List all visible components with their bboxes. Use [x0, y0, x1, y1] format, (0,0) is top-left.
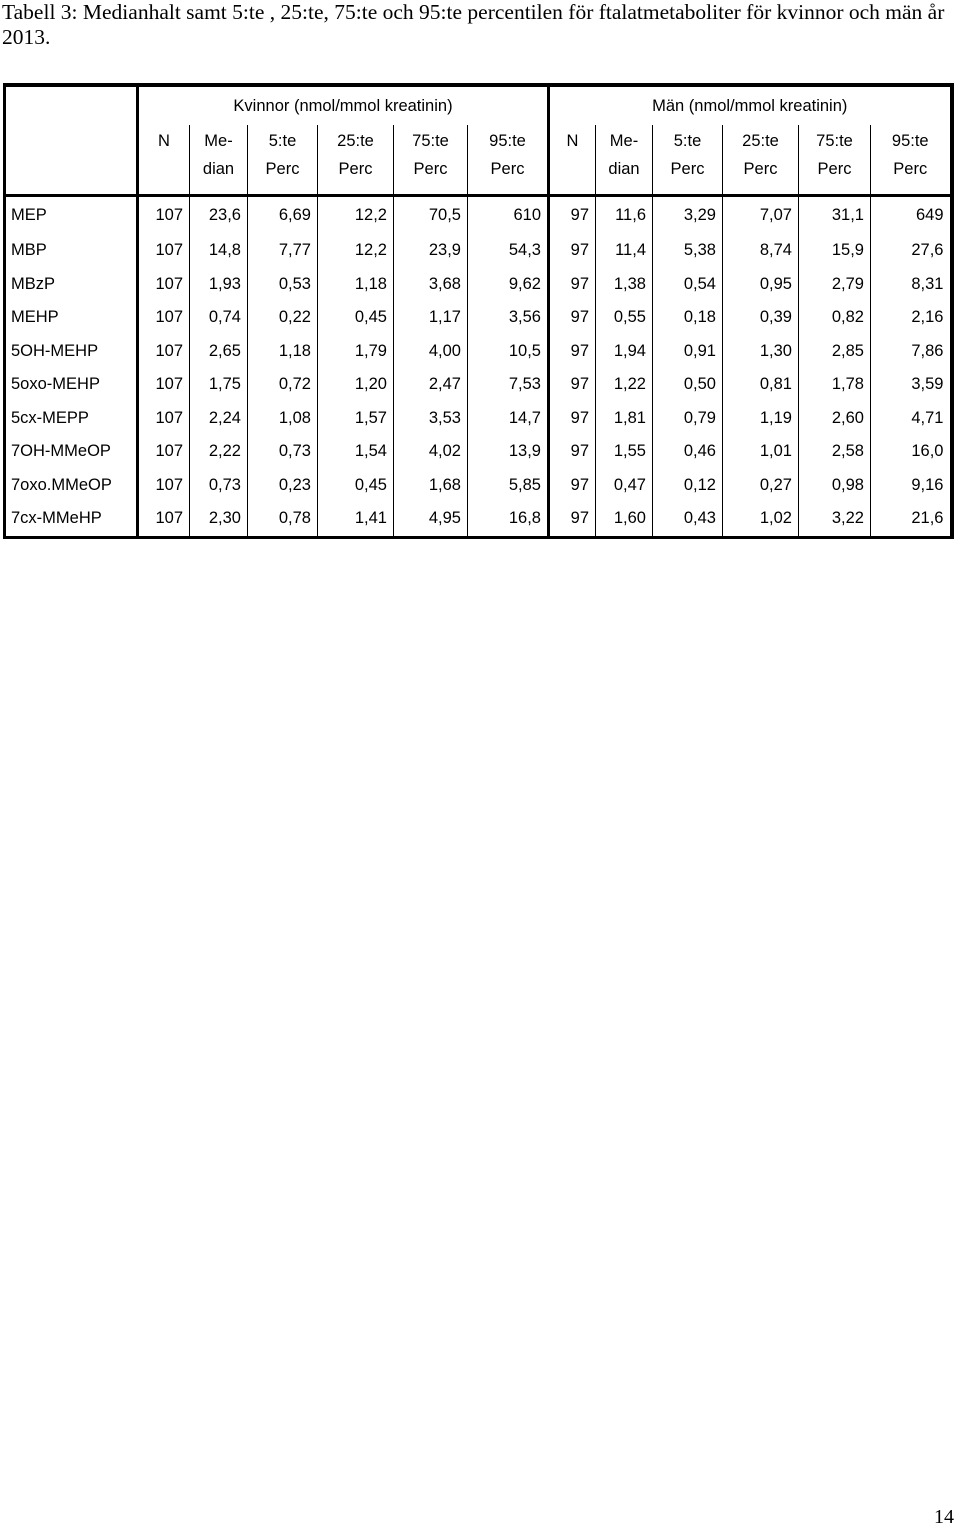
table-cell: 0,98 [799, 469, 871, 503]
table-cell: 1,17 [394, 301, 468, 335]
table-row [5, 335, 952, 369]
table-row [5, 301, 952, 335]
table-cell: 0,74 [190, 301, 248, 335]
column-header-bottom: Perc [799, 157, 871, 196]
row-label: 5oxo-MEHP [5, 368, 138, 402]
table-cell: 5,38 [653, 234, 723, 268]
table-cell: 2,79 [799, 268, 871, 302]
table-cell: 97 [549, 502, 596, 537]
column-header-bottom: dian [596, 157, 653, 196]
table-cell: 54,3 [468, 234, 549, 268]
page-number: 14 [934, 1506, 954, 1528]
table-cell: 107 [138, 301, 190, 335]
table-cell: 1,08 [248, 402, 318, 436]
table-cell: 97 [549, 368, 596, 402]
column-header-bottom [138, 157, 190, 196]
table-cell: 1,18 [318, 268, 394, 302]
row-label: 5cx-MEPP [5, 402, 138, 436]
table-cell: 11,4 [596, 234, 653, 268]
table-cell: 15,9 [799, 234, 871, 268]
table-cell: 1,19 [723, 402, 799, 436]
table-cell: 107 [138, 335, 190, 369]
table-cell: 2,60 [799, 402, 871, 436]
table-cell: 21,6 [871, 502, 952, 537]
table-cell: 4,95 [394, 502, 468, 537]
row-label: MBzP [5, 268, 138, 302]
table-cell: 7,86 [871, 335, 952, 369]
table-cell: 107 [138, 368, 190, 402]
group-header-women: Kvinnor (nmol/mmol kreatinin) [138, 85, 549, 125]
column-header-bottom: Perc [248, 157, 318, 196]
table-cell: 1,22 [596, 368, 653, 402]
table-cell: 97 [549, 335, 596, 369]
table-cell: 10,5 [468, 335, 549, 369]
table-cell: 9,16 [871, 469, 952, 503]
table-cell: 14,8 [190, 234, 248, 268]
table-cell: 3,56 [468, 301, 549, 335]
table-cell: 0,53 [248, 268, 318, 302]
table-cell: 97 [549, 196, 596, 235]
table-cell: 1,57 [318, 402, 394, 436]
table-cell: 2,24 [190, 402, 248, 436]
table-cell: 23,6 [190, 196, 248, 235]
table-cell: 0,50 [653, 368, 723, 402]
row-label: MEHP [5, 301, 138, 335]
column-header-bottom: Perc [653, 157, 723, 196]
table-cell: 14,7 [468, 402, 549, 436]
table-cell: 2,22 [190, 435, 248, 469]
table-cell: 107 [138, 234, 190, 268]
table-cell: 107 [138, 196, 190, 235]
table-cell: 1,18 [248, 335, 318, 369]
table-cell: 0,46 [653, 435, 723, 469]
table-cell: 107 [138, 502, 190, 537]
table-cell: 7,53 [468, 368, 549, 402]
table-caption: Tabell 3: Medianhalt samt 5:te , 25:te, 75:te och 95:te percentilen för ftalatmetaboliter för kvinnor och män år 2013. [2, 0, 945, 49]
table-cell: 8,31 [871, 268, 952, 302]
table-cell: 12,2 [318, 234, 394, 268]
table-cell: 0,43 [653, 502, 723, 537]
table-cell: 23,9 [394, 234, 468, 268]
table-cell: 1,01 [723, 435, 799, 469]
column-header-top: N [549, 125, 596, 157]
table-cell: 1,41 [318, 502, 394, 537]
table-cell: 2,58 [799, 435, 871, 469]
table-cell: 0,54 [653, 268, 723, 302]
table-cell: 97 [549, 234, 596, 268]
table-cell: 12,2 [318, 196, 394, 235]
column-header-row-bottom [5, 157, 952, 196]
table-cell: 0,55 [596, 301, 653, 335]
header-blank-cell [5, 157, 138, 196]
column-header-bottom: Perc [468, 157, 549, 196]
table-cell: 107 [138, 469, 190, 503]
table-cell: 97 [549, 435, 596, 469]
table-row [5, 234, 952, 268]
table-row [5, 268, 952, 302]
row-label: 7cx-MMeHP [5, 502, 138, 537]
table-cell: 2,85 [799, 335, 871, 369]
column-header-bottom [549, 157, 596, 196]
table-cell: 107 [138, 402, 190, 436]
column-header-top: 25:te [318, 125, 394, 157]
table-cell: 1,30 [723, 335, 799, 369]
column-header-top: N [138, 125, 190, 157]
table-cell: 610 [468, 196, 549, 235]
table-cell: 16,8 [468, 502, 549, 537]
table-cell: 1,20 [318, 368, 394, 402]
table-cell: 0,82 [799, 301, 871, 335]
row-label: 5OH-MEHP [5, 335, 138, 369]
table-cell: 0,79 [653, 402, 723, 436]
table-row [5, 502, 952, 537]
table-cell: 13,9 [468, 435, 549, 469]
column-header-top: 75:te [799, 125, 871, 157]
table-cell: 7,07 [723, 196, 799, 235]
column-header-bottom: dian [190, 157, 248, 196]
column-header-bottom: Perc [723, 157, 799, 196]
column-header-top: 5:te [248, 125, 318, 157]
table-cell: 0,95 [723, 268, 799, 302]
table-cell: 0,22 [248, 301, 318, 335]
row-label: 7OH-MMeOP [5, 435, 138, 469]
table-cell: 0,27 [723, 469, 799, 503]
table-cell: 97 [549, 268, 596, 302]
table-cell: 4,00 [394, 335, 468, 369]
row-label: 7oxo.MMeOP [5, 469, 138, 503]
table-cell: 1,75 [190, 368, 248, 402]
table-cell: 9,62 [468, 268, 549, 302]
table-cell: 0,18 [653, 301, 723, 335]
table-cell: 1,78 [799, 368, 871, 402]
table-cell: 2,65 [190, 335, 248, 369]
table-cell: 1,55 [596, 435, 653, 469]
table-cell: 0,78 [248, 502, 318, 537]
table-row [5, 469, 952, 503]
table-cell: 4,71 [871, 402, 952, 436]
table-cell: 0,45 [318, 301, 394, 335]
column-header-top: 95:te [468, 125, 549, 157]
column-header-bottom: Perc [394, 157, 468, 196]
table-cell: 97 [549, 402, 596, 436]
table-cell: 97 [549, 469, 596, 503]
group-header-row [5, 85, 952, 125]
table-cell: 3,68 [394, 268, 468, 302]
table-cell: 1,54 [318, 435, 394, 469]
table-cell: 0,73 [248, 435, 318, 469]
table-cell: 1,68 [394, 469, 468, 503]
table-cell: 3,53 [394, 402, 468, 436]
table-cell: 0,72 [248, 368, 318, 402]
table-cell: 3,22 [799, 502, 871, 537]
table-cell: 0,12 [653, 469, 723, 503]
table-cell: 1,02 [723, 502, 799, 537]
table-cell: 5,85 [468, 469, 549, 503]
row-label: MEP [5, 196, 138, 235]
column-header-bottom: Perc [871, 157, 952, 196]
table-cell: 0,91 [653, 335, 723, 369]
table-cell: 6,69 [248, 196, 318, 235]
table-cell: 27,6 [871, 234, 952, 268]
table-cell: 8,74 [723, 234, 799, 268]
table-cell: 107 [138, 435, 190, 469]
column-header-top: 95:te [871, 125, 952, 157]
table-cell: 1,93 [190, 268, 248, 302]
table-cell: 70,5 [394, 196, 468, 235]
table-cell: 0,39 [723, 301, 799, 335]
table-cell: 11,6 [596, 196, 653, 235]
column-header-top: 75:te [394, 125, 468, 157]
table-cell: 16,0 [871, 435, 952, 469]
table-cell: 1,81 [596, 402, 653, 436]
column-header-top: Me- [190, 125, 248, 157]
phthalate-metabolite-table [3, 83, 954, 539]
table-cell: 0,81 [723, 368, 799, 402]
table-row [5, 368, 952, 402]
row-label: MBP [5, 234, 138, 268]
table-row [5, 435, 952, 469]
table-cell: 0,47 [596, 469, 653, 503]
column-header-top: Me- [596, 125, 653, 157]
table-cell: 1,94 [596, 335, 653, 369]
column-header-top: 25:te [723, 125, 799, 157]
table-row [5, 402, 952, 436]
table-cell: 649 [871, 196, 952, 235]
table-cell: 107 [138, 268, 190, 302]
table-cell: 3,59 [871, 368, 952, 402]
header-blank-cell [5, 125, 138, 157]
table-cell: 1,60 [596, 502, 653, 537]
table-cell: 2,47 [394, 368, 468, 402]
column-header-top: 5:te [653, 125, 723, 157]
table-cell: 3,29 [653, 196, 723, 235]
table-cell: 7,77 [248, 234, 318, 268]
table-cell: 1,38 [596, 268, 653, 302]
table-cell: 0,45 [318, 469, 394, 503]
table-row [5, 196, 952, 235]
table-cell: 31,1 [799, 196, 871, 235]
table-cell: 2,30 [190, 502, 248, 537]
group-header-men: Män (nmol/mmol kreatinin) [549, 85, 952, 125]
column-header-row-top [5, 125, 952, 157]
header-blank-cell [5, 85, 138, 125]
table-cell: 0,23 [248, 469, 318, 503]
column-header-bottom: Perc [318, 157, 394, 196]
table-cell: 0,73 [190, 469, 248, 503]
table-cell: 1,79 [318, 335, 394, 369]
table-cell: 97 [549, 301, 596, 335]
table-cell: 2,16 [871, 301, 952, 335]
table-cell: 4,02 [394, 435, 468, 469]
